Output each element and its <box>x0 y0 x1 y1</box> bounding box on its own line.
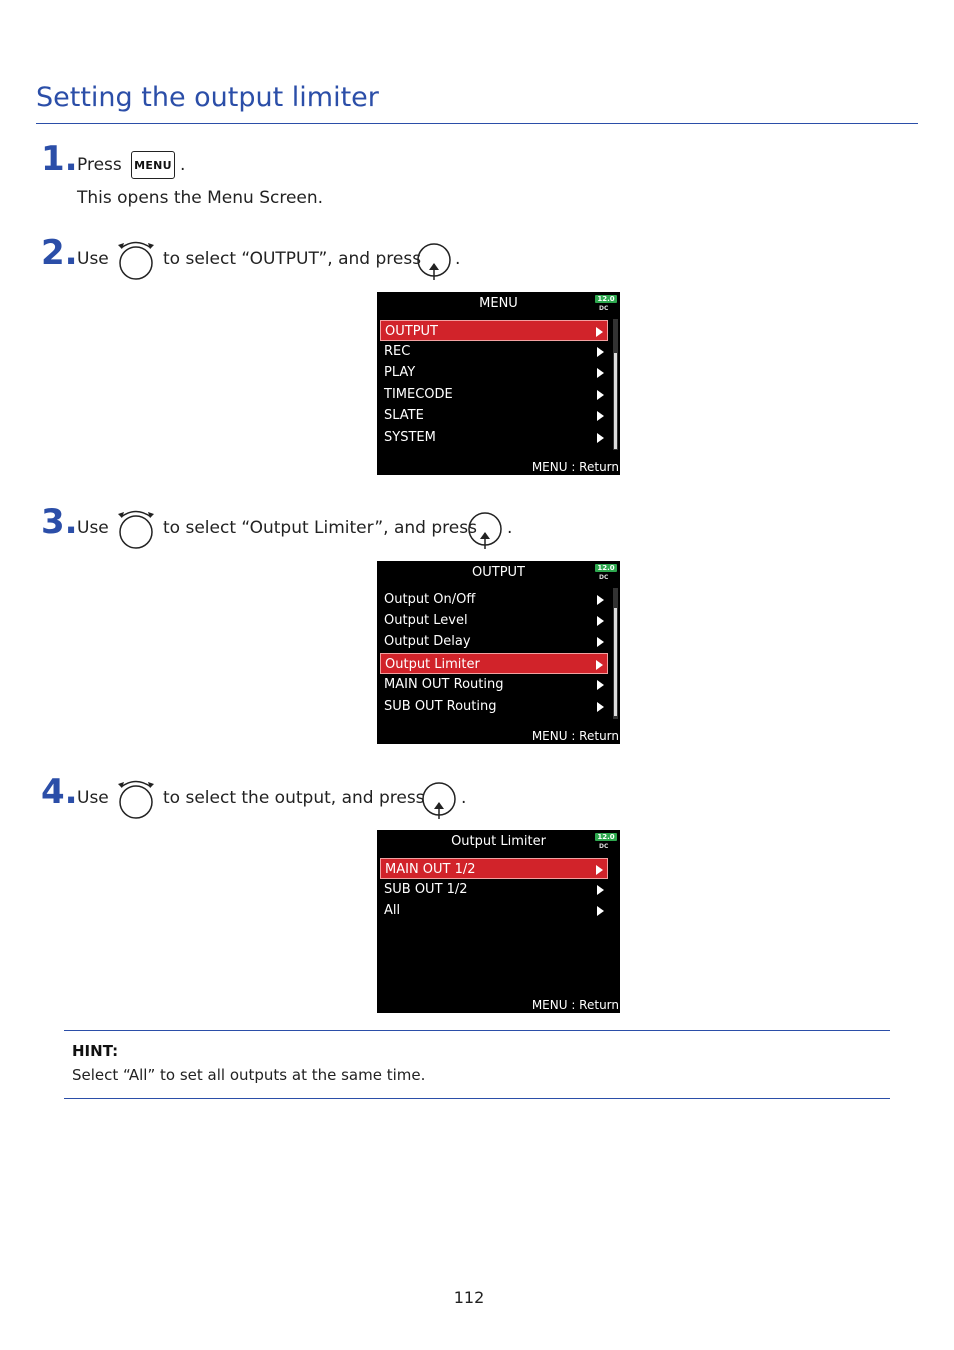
chevron-right-icon <box>597 616 604 626</box>
chevron-right-icon <box>597 637 604 647</box>
chevron-right-icon <box>597 368 604 378</box>
chevron-right-icon <box>597 595 604 605</box>
menu-item-main-out-routing[interactable] <box>380 674 608 695</box>
device-screen-menu <box>377 292 620 475</box>
menu-item-label: SLATE <box>384 408 424 423</box>
step-2-text-middle: to select “OUTPUT”, and press <box>163 249 422 269</box>
title-divider <box>36 123 918 124</box>
menu-item-all[interactable] <box>380 900 608 921</box>
dial-press-icon <box>421 779 459 821</box>
menu-item-label: MAIN OUT 1/2 <box>385 862 476 877</box>
screen-title: MENU <box>479 296 518 311</box>
step-1-text-before: Press <box>77 155 122 175</box>
menu-item-label: SUB OUT 1/2 <box>384 882 468 897</box>
menu-item-slate[interactable] <box>380 405 608 426</box>
menu-item-label: MAIN OUT Routing <box>384 677 504 692</box>
menu-item-play[interactable] <box>380 362 608 383</box>
power-source: DC <box>599 305 609 312</box>
menu-item-label: Output Level <box>384 613 468 628</box>
menu-item-sub-out-1-2[interactable] <box>380 879 608 900</box>
step-4-text-before: Use <box>77 788 109 808</box>
menu-item-label: REC <box>384 344 411 359</box>
page-title: Setting the output limiter <box>36 82 379 113</box>
device-screen-output-limiter <box>377 830 620 1013</box>
hint-top-divider <box>64 1030 890 1031</box>
screen-footer: MENU : Return <box>531 998 619 1012</box>
chevron-right-icon <box>597 906 604 916</box>
menu-item-output-on-off[interactable] <box>380 589 608 610</box>
chevron-right-icon <box>597 390 604 400</box>
menu-item-label: OUTPUT <box>385 324 438 339</box>
menu-item-label: Output Delay <box>384 634 471 649</box>
step-3-number: 3. <box>41 502 78 542</box>
step-1-text-after: . <box>180 155 186 175</box>
step-1-number: 1. <box>41 139 78 179</box>
device-screen-output <box>377 561 620 744</box>
power-source: DC <box>599 843 609 850</box>
rotary-dial-icon <box>115 777 157 821</box>
menu-key-label: MENU <box>134 158 172 172</box>
chevron-right-icon <box>596 865 603 875</box>
step-3-text-before: Use <box>77 518 109 538</box>
menu-item-sub-out-routing[interactable] <box>380 696 608 717</box>
chevron-right-icon <box>596 327 603 337</box>
battery-voltage: 12.0 <box>597 833 615 841</box>
menu-item-output-limiter[interactable] <box>380 653 608 674</box>
scrollbar[interactable] <box>613 319 618 450</box>
dial-press-icon <box>416 240 454 282</box>
menu-item-label: All <box>384 903 401 918</box>
chevron-right-icon <box>597 347 604 357</box>
menu-item-label: Output Limiter <box>385 657 480 672</box>
rotary-dial-icon <box>115 507 157 551</box>
menu-item-output-level[interactable] <box>380 610 608 631</box>
menu-item-output[interactable] <box>380 320 608 341</box>
menu-item-output-delay[interactable] <box>380 631 608 652</box>
dial-press-icon <box>467 509 505 551</box>
step-3-text-middle: to select “Output Limiter”, and press <box>163 518 477 538</box>
chevron-right-icon <box>597 702 604 712</box>
menu-item-main-out-1-2[interactable] <box>380 858 608 879</box>
screen-footer: MENU : Return <box>531 729 619 743</box>
menu-item-label: SYSTEM <box>384 430 436 445</box>
step-2-text-before: Use <box>77 249 109 269</box>
hint-text: Select “All” to set all outputs at the same time. <box>72 1066 426 1084</box>
battery-voltage: 12.0 <box>597 564 615 572</box>
step-1-note: This opens the Menu Screen. <box>77 188 324 208</box>
screen-title: Output Limiter <box>451 834 546 849</box>
chevron-right-icon <box>597 885 604 895</box>
menu-key-icon <box>131 151 175 179</box>
page-number: 112 <box>453 1288 485 1307</box>
step-4-text-after: . <box>461 788 467 808</box>
power-source: DC <box>599 574 609 581</box>
menu-item-label: TIMECODE <box>384 387 453 402</box>
menu-item-label: Output On/Off <box>384 592 476 607</box>
screen-title: OUTPUT <box>472 565 525 580</box>
rotary-dial-icon <box>115 238 157 282</box>
screen-footer: MENU : Return <box>531 460 619 474</box>
menu-item-label: PLAY <box>384 365 416 380</box>
hint-title: HINT: <box>72 1042 119 1060</box>
step-4-number: 4. <box>41 772 78 812</box>
hint-bottom-divider <box>64 1098 890 1099</box>
battery-voltage: 12.0 <box>597 295 615 303</box>
scrollbar-thumb[interactable] <box>614 608 617 716</box>
menu-item-rec[interactable] <box>380 341 608 362</box>
menu-item-label: SUB OUT Routing <box>384 699 497 714</box>
chevron-right-icon <box>597 680 604 690</box>
scrollbar-thumb[interactable] <box>614 353 617 449</box>
step-2-text-after: . <box>455 249 461 269</box>
chevron-right-icon <box>597 433 604 443</box>
chevron-right-icon <box>597 411 604 421</box>
menu-item-timecode[interactable] <box>380 384 608 405</box>
step-3-text-after: . <box>507 518 513 538</box>
step-2-number: 2. <box>41 233 78 273</box>
scrollbar[interactable] <box>613 588 618 719</box>
chevron-right-icon <box>596 660 603 670</box>
menu-item-system[interactable] <box>380 427 608 448</box>
step-4-text-middle: to select the output, and press <box>163 788 425 808</box>
